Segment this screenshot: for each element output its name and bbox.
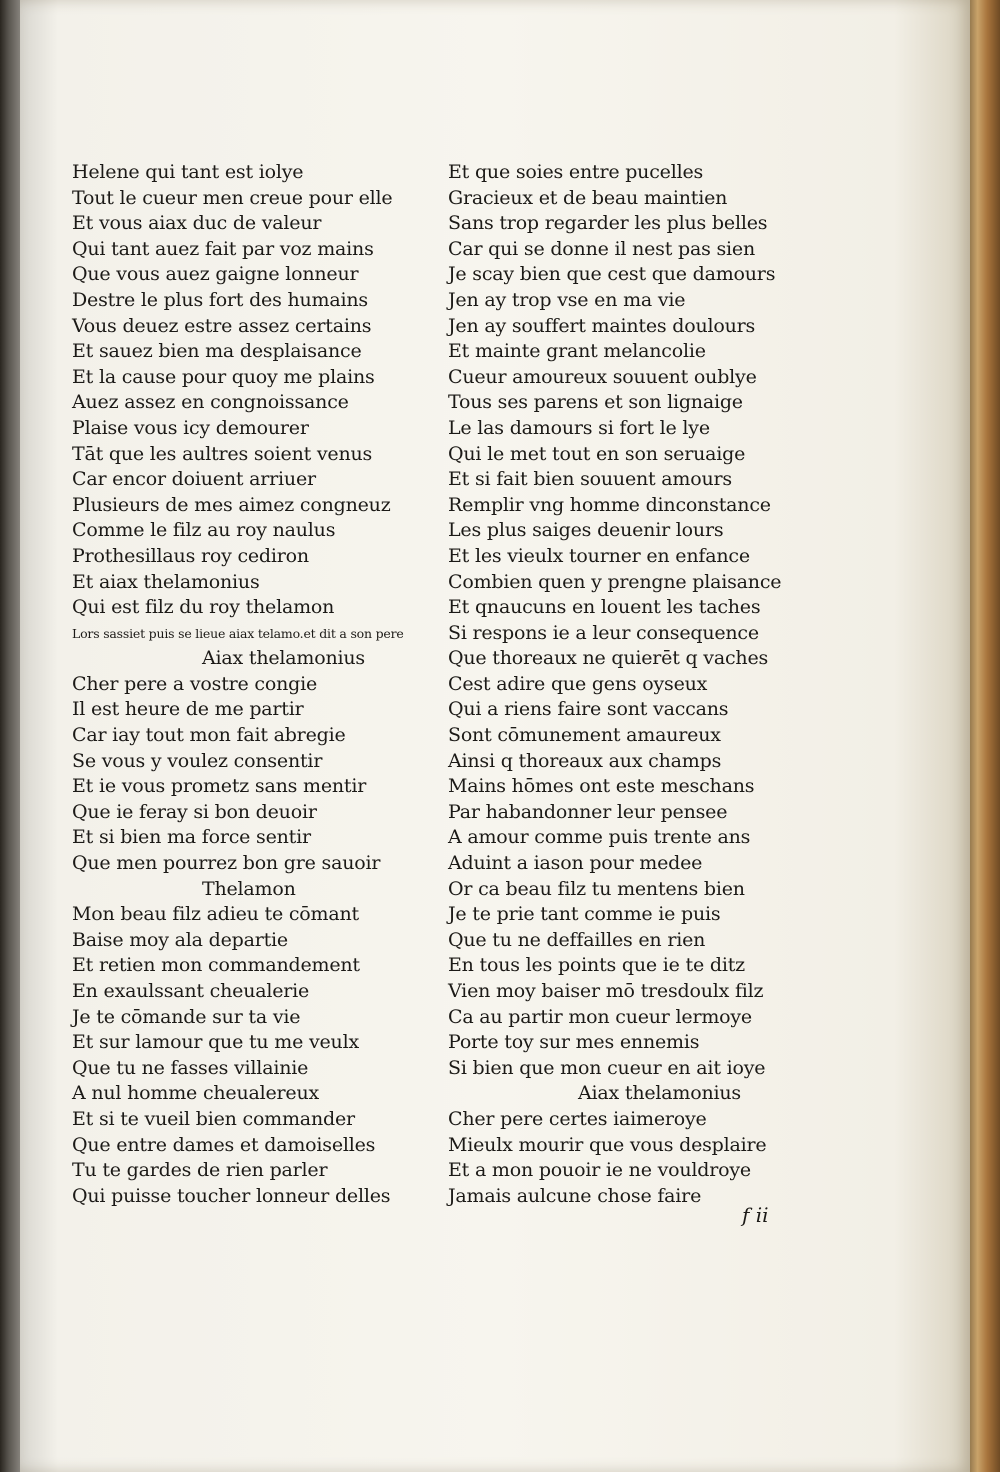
- verse-line: Et sauez bien ma desplaisance: [72, 340, 362, 363]
- verse-line: Comme le filz au roy naulus: [72, 519, 336, 542]
- verse-line: A amour comme puis trente ans: [448, 826, 751, 849]
- book-page: [20, 0, 970, 1472]
- verse-line: Remplir vng homme dinconstance: [448, 493, 771, 516]
- verse-line: Porte toy sur mes ennemis: [448, 1031, 700, 1054]
- verse-line: Et sur lamour que tu me veulx: [72, 1031, 359, 1054]
- verse-line: Mains hōmes ont este meschans: [448, 775, 755, 798]
- verse-line: Jamais aulcune chose faire: [448, 1184, 702, 1207]
- verse-line: Je te prie tant comme ie puis: [448, 903, 721, 926]
- left-text-column: [72, 160, 462, 1209]
- verse-line: Cher pere a vostre congie: [72, 672, 318, 695]
- verse-line: Baise moy ala departie: [72, 928, 288, 951]
- book-fore-edge: [968, 0, 1000, 1472]
- verse-line: Sont cōmunement amaureux: [448, 724, 721, 747]
- verse-line: Tous ses parens et son lignaige: [448, 391, 743, 414]
- verse-line: Jen ay trop vse en ma vie: [448, 288, 686, 311]
- verse-line: Se vous y voulez consentir: [72, 749, 323, 772]
- verse-line: Et ie vous prometz sans mentir: [72, 775, 367, 798]
- verse-line: Vous deuez estre assez certains: [72, 314, 372, 337]
- verse-line: Que ie feray si bon deuoir: [72, 800, 317, 823]
- verse-line: Ainsi q thoreaux aux champs: [448, 749, 722, 772]
- verse-line: Que vous auez gaigne lonneur: [72, 263, 359, 286]
- verse-line: Combien quen y prengne plaisance: [448, 570, 782, 593]
- verse-line: Et que soies entre pucelles: [448, 161, 704, 183]
- verse-line: Vien moy baiser mō tresdoulx filz: [448, 980, 764, 1002]
- speaker-heading: Aiax thelamonius: [578, 1082, 741, 1105]
- facing-page-edge: [0, 0, 22, 1472]
- verse-line: Et vous aiax duc de valeur: [72, 212, 322, 235]
- verse-line: Que men pourrez bon gre sauoir: [72, 852, 381, 875]
- verse-line: Cueur amoureux souuent oublye: [448, 365, 757, 388]
- verse-line: Gracieux et de beau maintien: [448, 186, 728, 209]
- verse-line: Ca au partir mon cueur lermoye: [448, 1005, 752, 1028]
- verse-line: En exaulssant cheualerie: [72, 980, 310, 1002]
- verse-line: Et retien mon commandement: [72, 954, 360, 977]
- verse-line: Et si te vueil bien commander: [72, 1107, 355, 1130]
- verse-line: Et si bien ma force sentir: [72, 826, 311, 849]
- right-text-column: [448, 160, 838, 1209]
- verse-line: Que thoreaux ne quierēt q vaches: [448, 647, 769, 670]
- verse-line: Tu te gardes de rien parler: [72, 1159, 328, 1182]
- verse-line: Tāt que les aultres soient venus: [72, 442, 373, 465]
- verse-line: Sans trop regarder les plus belles: [448, 212, 768, 235]
- verse-line: Par habandonner leur pensee: [448, 800, 728, 823]
- verse-line: Jen ay souffert maintes doulours: [448, 314, 756, 337]
- verse-line: Je scay bien que cest que damours: [448, 263, 776, 286]
- verse-line: Auez assez en congnoissance: [72, 391, 349, 414]
- verse-line: Les plus saiges deuenir lours: [448, 519, 724, 542]
- verse-line: Cher pere certes iaimeroye: [448, 1107, 707, 1130]
- verse-line: Prothesillaus roy cediron: [72, 544, 309, 567]
- speaker-heading: Aiax thelamonius: [202, 647, 365, 670]
- verse-line: Et mainte grant melancolie: [448, 340, 706, 363]
- verse-line: En tous les points que ie te ditz: [448, 954, 745, 977]
- verse-line: Que tu ne deffailles en rien: [448, 928, 706, 951]
- signature-mark: f ii: [742, 1203, 769, 1227]
- verse-line: Et les vieulx tourner en enfance: [448, 544, 750, 567]
- stage-direction: Lors sassiet puis se lieue aiax telamo.et dit a son pere: [72, 625, 404, 641]
- verse-line: Or ca beau filz tu mentens bien: [448, 877, 745, 900]
- verse-line: Il est heure de me partir: [72, 698, 304, 721]
- verse-line: Et aiax thelamonius: [72, 570, 260, 593]
- verse-line: Destre le plus fort des humains: [72, 288, 368, 311]
- verse-line: Si respons ie a leur consequence: [448, 621, 759, 644]
- verse-line: Qui le met tout en son seruaige: [448, 442, 746, 465]
- verse-line: Plusieurs de mes aimez congneuz: [72, 493, 391, 516]
- verse-line: Qui puisse toucher lonneur delles: [72, 1184, 391, 1207]
- verse-line: Je te cōmande sur ta vie: [72, 1005, 301, 1028]
- verse-line: Qui a riens faire sont vaccans: [448, 698, 729, 721]
- verse-line: Que tu ne fasses villainie: [72, 1056, 309, 1079]
- verse-line: Tout le cueur men creue pour elle: [72, 186, 393, 209]
- verse-line: Car encor doiuent arriuer: [72, 468, 316, 491]
- verse-line: Car iay tout mon fait abregie: [72, 724, 346, 747]
- verse-line: Le las damours si fort le lye: [448, 416, 710, 439]
- verse-line: Mieulx mourir que vous desplaire: [448, 1133, 767, 1156]
- verse-line: Cest adire que gens oyseux: [448, 672, 708, 695]
- verse-line: Et qnaucuns en louent les taches: [448, 596, 761, 619]
- verse-line: Et si fait bien souuent amours: [448, 468, 732, 491]
- verse-line: Et la cause pour quoy me plains: [72, 365, 375, 388]
- verse-line: Si bien que mon cueur en ait ioye: [448, 1056, 766, 1079]
- verse-line: Que entre dames et damoiselles: [72, 1133, 376, 1156]
- verse-line: Qui est filz du roy thelamon: [72, 596, 335, 619]
- verse-line: Mon beau filz adieu te cōmant: [72, 903, 359, 926]
- speaker-heading: Thelamon: [202, 877, 296, 900]
- verse-line: Helene qui tant est iolye: [72, 161, 304, 183]
- verse-line: A nul homme cheualereux: [72, 1082, 320, 1105]
- verse-line: Et a mon pouoir ie ne vouldroye: [448, 1159, 751, 1182]
- verse-line: Aduint a iason pour medee: [448, 852, 703, 875]
- verse-line: Qui tant auez fait par voz mains: [72, 237, 374, 260]
- verse-line: Plaise vous icy demourer: [72, 416, 309, 439]
- verse-line: Car qui se donne il nest pas sien: [448, 237, 755, 260]
